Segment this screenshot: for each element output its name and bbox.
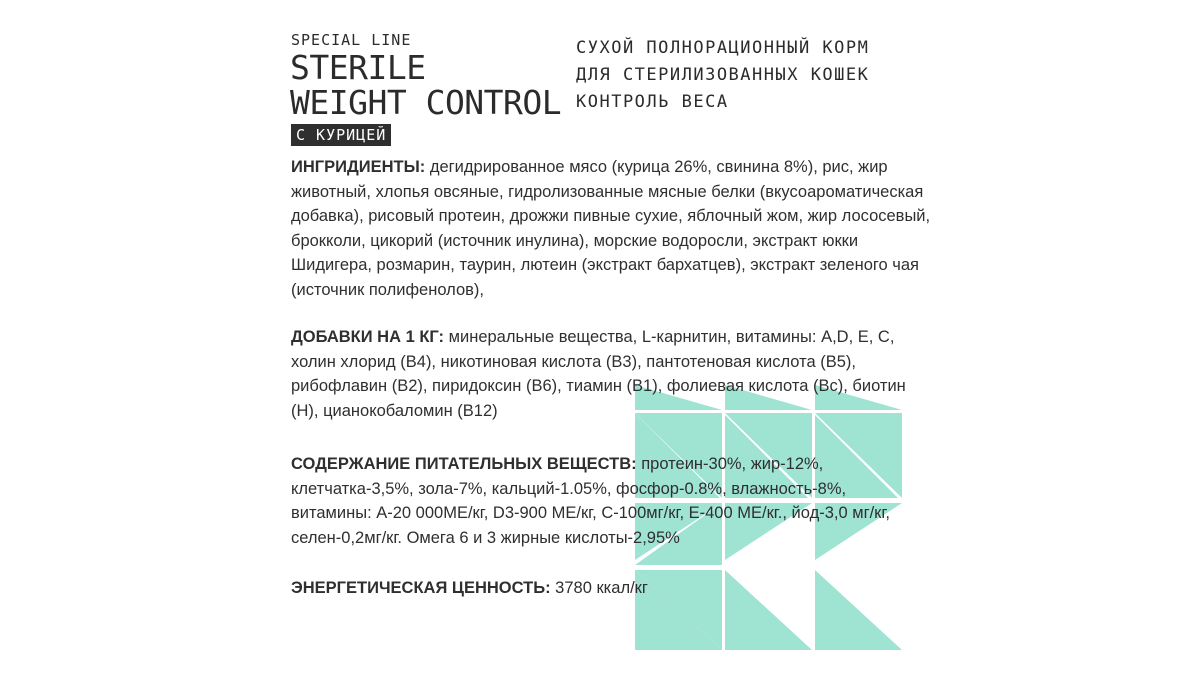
section-text: протеин-30%, жир-12%, клетчатка-3,5%, зола-7%, кальций-1.05%, фосфор-0.8%, влажность-8%, витамины: А-20 000МЕ/кг, D3-900 МЕ/кг, С-100мг/кг, Е-400 МЕ/кг., йод-3,0 мг/кг, селен-0,2мг/кг. Омега 6 и 3 жирные кислоты-2,95% — [291, 455, 890, 547]
section-label: ЭНЕРГЕТИЧЕСКАЯ ЦЕННОСТЬ: — [291, 579, 551, 597]
product-description: СУХОЙ ПОЛНОРАЦИОННЫЙ КОРМ ДЛЯ СТЕРИЛИЗОВАННЫХ КОШЕК КОНТРОЛЬ ВЕСА — [576, 38, 870, 112]
nutrients-section — [291, 452, 931, 550]
section-text: 3780 ккал/кг — [555, 579, 648, 597]
brand-line: SPECIAL LINE — [291, 31, 412, 49]
flavor-badge: С КУРИЦЕЙ — [291, 124, 391, 146]
section-label: СОДЕРЖАНИЕ ПИТАТЕЛЬНЫХ ВЕЩЕСТВ: — [291, 455, 637, 473]
additives-section — [291, 325, 931, 423]
energy-section — [291, 576, 931, 601]
product-title-line-2: WEIGHT CONTROL — [290, 83, 562, 122]
section-label: ДОБАВКИ НА 1 КГ: — [291, 328, 445, 346]
product-title-line-1: STERILE — [290, 48, 426, 87]
section-text: дегидрированное мясо (курица 26%, свинина 8%), рис, жир животный, хлопья овсяные, гидролизованные мясные белки (вкусоароматическая добавка), рисовый протеин, дрожжи пивные сухие, яблочный жом, жир лососевый, брокколи, цикорий (источник инулина), морские водоросли, экстракт юкки Шидигера, розмарин, таурин, лютеин (экстракт бархатцев), экстракт зеленого чая (источник полифенолов), — [291, 158, 931, 299]
section-text: минеральные вещества, L-карнитин, витамины: A,D, E, C, холин хлорид (B4), никотиновая кислота (B3), пантотеновая кислота (B5), рибофлавин (B2), пиридоксин (B6), тиамин (B1), фолиевая кислота (Bc), биотин (H), цианокобаломин (B12) — [291, 328, 906, 420]
section-label: ИНГРИДИЕНТЫ: — [291, 158, 426, 176]
ingredients-section — [291, 155, 931, 302]
